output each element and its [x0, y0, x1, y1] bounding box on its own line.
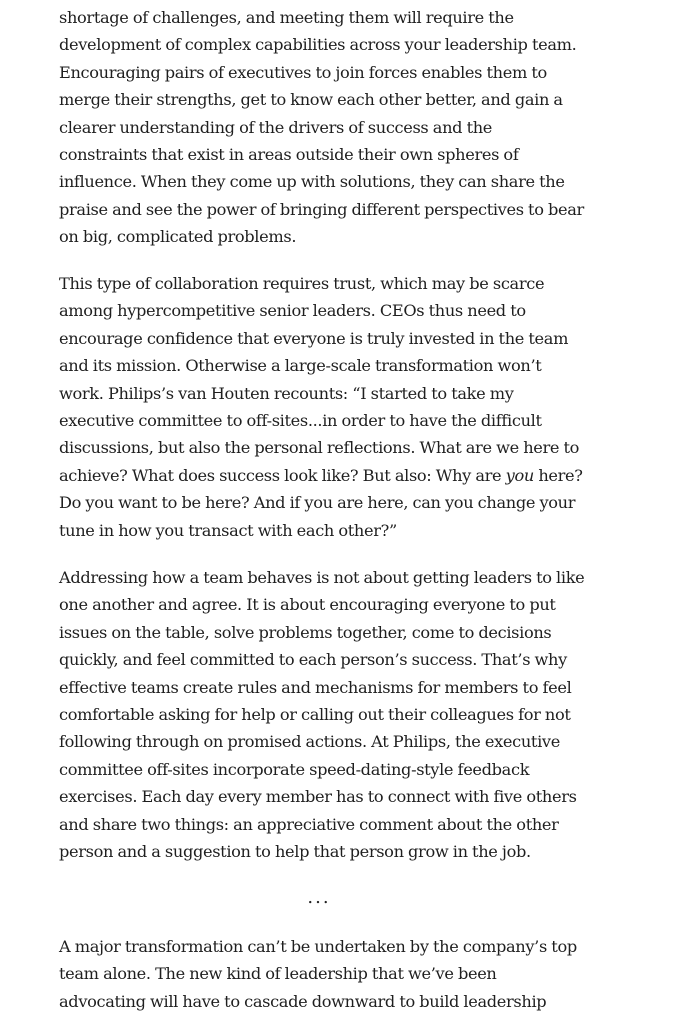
text-line-with-emphasis	[59, 462, 583, 489]
text-line: This type of collaboration requires trust, which may be scarce	[59, 274, 545, 293]
emphasis-word: you	[505, 465, 534, 485]
text-line: effective teams create rules and mechanisms for members to feel	[59, 677, 572, 697]
text-line: quickly, and feel committed to each person’s success. That’s why	[59, 650, 567, 670]
text-line: committee off-sites incorporate speed-dating-style feedback	[59, 759, 530, 779]
text-line: comfortable asking for help or calling out their colleagues for not	[59, 704, 571, 724]
section-separator: ...	[307, 887, 331, 908]
text-line: development of complex capabilities across your leadership team.	[59, 35, 577, 55]
text-line: Addressing how a team behaves is not about getting leaders to like	[59, 568, 585, 587]
text-line: issues on the table, solve problems together, come to decisions	[59, 622, 552, 642]
paragraph-2	[59, 270, 583, 544]
text-line: one another and agree. It is about encouraging everyone to put	[59, 595, 556, 615]
text-segment: here?	[533, 465, 583, 485]
text-line: and its mission. Otherwise a large-scale transformation won’t	[59, 356, 542, 376]
text-line: discussions, but also the personal reflections. What are we here to	[59, 438, 580, 458]
text-segment: achieve? What does success look like? But also: Why are	[59, 465, 506, 485]
text-line: advocating will have to cascade downward to build leadership	[59, 991, 547, 1011]
text-line: exercises. Each day every member has to connect with five others	[59, 787, 577, 807]
text-line: on big, complicated problems.	[59, 227, 297, 247]
text-line: encourage confidence that everyone is truly invested in the team	[59, 328, 569, 348]
text-line: among hypercompetitive senior leaders. CEOs thus need to	[59, 301, 526, 321]
text-line: and share two things: an appreciative comment about the other	[59, 814, 559, 834]
paragraph-4	[59, 933, 577, 1015]
text-line: Encouraging pairs of executives to join forces enables them to	[59, 62, 547, 82]
text-line: clearer understanding of the drivers of success and the	[59, 117, 493, 137]
text-line: influence. When they come up with solutions, they can share the	[59, 172, 565, 192]
text-line: praise and see the power of bringing different perspectives to bear	[59, 199, 584, 219]
text-line: work. Philips’s van Houten recounts: “I started to take my	[59, 383, 514, 403]
paragraph-1	[59, 4, 584, 251]
text-line: constraints that exist in areas outside their own spheres of	[59, 144, 519, 164]
text-line: A major transformation can’t be undertaken by the company’s top	[59, 937, 577, 956]
text-line: Do you want to be here? And if you are here, can you change your	[59, 493, 576, 513]
text-line: team alone. The new kind of leadership that we’ve been	[59, 964, 497, 984]
text-line: executive committee to off-sites...in order to have the difficult	[59, 410, 542, 430]
text-line: tune in how you transact with each other?”	[59, 520, 397, 540]
text-line: following through on promised actions. At Philips, the executive	[59, 732, 560, 752]
paragraph-3	[59, 564, 584, 865]
text-line: merge their strengths, get to know each other better, and gain a	[59, 90, 563, 110]
text-line: person and a suggestion to help that person grow in the job.	[59, 841, 531, 861]
text-line: shortage of challenges, and meeting them will require the	[59, 8, 514, 27]
